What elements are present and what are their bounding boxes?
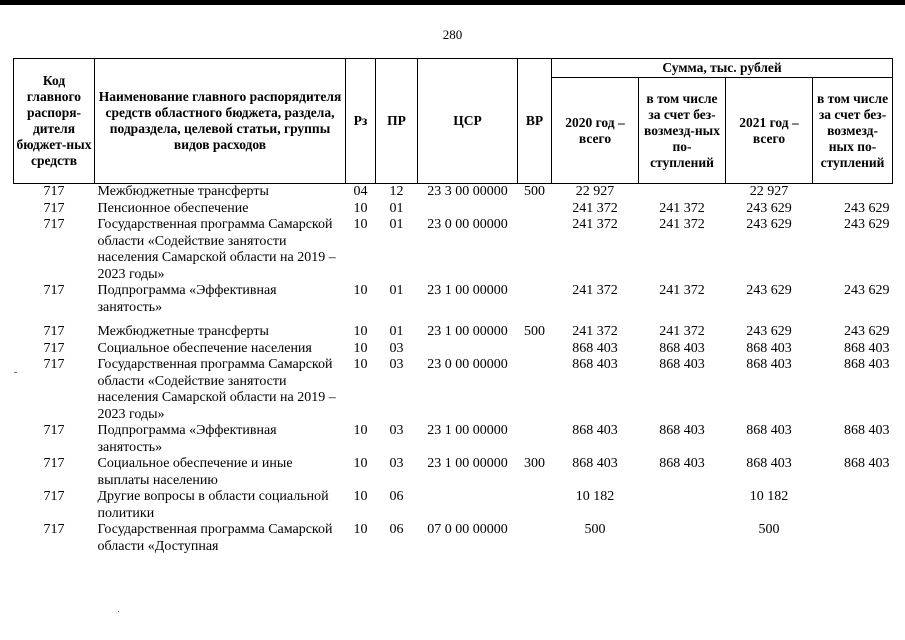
cell-name: Пенсионное обеспечение xyxy=(97,200,249,216)
cell-name: Другие вопросы в области социальной политики xyxy=(97,489,329,521)
cell-pr: 03 xyxy=(389,340,404,356)
cell-2020-total: 868 403 xyxy=(572,340,618,356)
cell-code: 717 xyxy=(43,324,65,339)
cell-2021-total: 243 629 xyxy=(746,200,792,216)
table-row xyxy=(14,316,893,341)
table-row xyxy=(14,217,893,283)
cell-rz: 10 xyxy=(353,522,368,537)
cell-2021-total: 868 403 xyxy=(746,456,792,471)
cell-2020-total: 241 372 xyxy=(572,283,618,298)
cell-code: 717 xyxy=(43,340,65,356)
cell-rz: 10 xyxy=(353,324,368,339)
table-row xyxy=(14,283,893,316)
cell-2020-total: 241 372 xyxy=(572,324,618,339)
cell-code: 717 xyxy=(43,456,65,471)
page-number: 280 xyxy=(442,27,463,42)
cell-csr: 23 0 00 00000 xyxy=(427,357,508,372)
cell-pr: 06 xyxy=(389,489,404,504)
cell-pr: 01 xyxy=(389,200,404,216)
cell-pr: 12 xyxy=(389,184,404,199)
cell-vr: 500 xyxy=(524,184,545,199)
cell-2021-total: 243 629 xyxy=(746,283,792,298)
cell-2021-incl: 868 403 xyxy=(844,357,890,372)
table-body xyxy=(14,184,893,556)
cell-2020-incl: 868 403 xyxy=(659,423,705,438)
cell-code: 717 xyxy=(43,489,65,504)
cell-name: Социальное обеспечение населения xyxy=(97,340,312,356)
cell-2021-incl xyxy=(813,489,893,522)
table-row xyxy=(14,201,893,218)
cell-name: Государственная программа Самарской области «Доступная xyxy=(97,522,333,554)
cell-2021-incl: 868 403 xyxy=(844,423,890,438)
cell-name: Социальное обеспечение и иные выплаты населению xyxy=(97,456,293,488)
cell-2020-total: 22 927 xyxy=(575,184,615,199)
cell-name: Государственная программа Самарской области «Содействие занятости населения Самарской области на 2019 – 2023 годы» xyxy=(97,217,336,282)
cell-2020-incl: 241 372 xyxy=(659,283,705,298)
cell-2021-incl xyxy=(813,184,893,201)
cell-rz: 10 xyxy=(353,456,368,471)
scan-top-border xyxy=(0,0,905,5)
cell-pr: 01 xyxy=(389,217,404,232)
cell-vr xyxy=(518,522,552,555)
cell-2021-total: 10 182 xyxy=(749,489,789,504)
cell-rz: 10 xyxy=(353,200,368,216)
cell-csr xyxy=(418,489,518,522)
cell-2020-incl: 241 372 xyxy=(659,324,705,339)
cell-2021-total: 22 927 xyxy=(749,184,789,199)
cell-code: 717 xyxy=(43,200,65,216)
cell-csr: 23 3 00 00000 xyxy=(427,184,508,199)
cell-2021-incl xyxy=(813,522,893,555)
cell-csr: 23 1 00 00000 xyxy=(427,324,508,339)
cell-code: 717 xyxy=(43,217,65,232)
table-row xyxy=(14,456,893,489)
header-pr: ПР xyxy=(376,59,418,184)
cell-code: 717 xyxy=(43,423,65,438)
cell-2020-incl: 868 403 xyxy=(659,340,705,356)
cell-csr xyxy=(418,201,518,218)
table-row xyxy=(14,184,893,201)
header-sum: Сумма, тыс. рублей xyxy=(552,59,893,78)
cell-2021-incl: 243 629 xyxy=(844,283,890,298)
cell-2021-total: 243 629 xyxy=(746,217,792,232)
cell-2021-incl: 868 403 xyxy=(844,340,890,356)
cell-vr xyxy=(518,341,552,358)
cell-rz: 04 xyxy=(353,184,368,199)
header-rz: Рз xyxy=(346,59,376,184)
cell-2020-total: 241 372 xyxy=(572,217,618,232)
cell-rz: 10 xyxy=(353,283,368,298)
budget-table xyxy=(13,58,893,555)
cell-name: Государственная программа Самарской области «Содействие занятости населения Самарской области на 2019 – 2023 годы» xyxy=(97,357,336,422)
cell-2020-total: 241 372 xyxy=(572,200,618,216)
table-row xyxy=(14,522,893,555)
cell-csr: 23 0 00 00000 xyxy=(427,217,508,232)
cell-code: 717 xyxy=(43,283,65,298)
cell-rz: 10 xyxy=(353,217,368,232)
cell-2021-total: 868 403 xyxy=(746,340,792,356)
cell-vr xyxy=(518,201,552,218)
cell-2020-incl: 241 372 xyxy=(659,217,705,232)
cell-vr: 300 xyxy=(524,456,545,471)
cell-rz: 10 xyxy=(353,489,368,504)
cell-code: 717 xyxy=(43,357,65,372)
table-header xyxy=(14,59,893,184)
cell-2021-incl: 243 629 xyxy=(844,217,890,232)
cell-name: Подпрограмма «Эффективная занятость» xyxy=(97,283,277,315)
table-row xyxy=(14,357,893,423)
cell-csr: 23 1 00 00000 xyxy=(427,423,508,438)
header-name: Наименование главного распорядителя средств областного бюджета, раздела, подраздела, целевой статьи, группы видов расходов xyxy=(95,59,346,184)
cell-pr: 03 xyxy=(389,456,404,471)
header-2021-total: 2021 год – всего xyxy=(726,78,813,184)
cell-2020-total: 868 403 xyxy=(572,423,618,438)
cell-csr xyxy=(418,341,518,358)
cell-2020-total: 10 182 xyxy=(575,489,615,504)
cell-2021-total: 868 403 xyxy=(746,423,792,438)
cell-2021-incl: 243 629 xyxy=(844,200,890,216)
cell-2020-incl xyxy=(639,489,726,522)
cell-vr xyxy=(518,489,552,522)
cell-2021-incl: 243 629 xyxy=(844,324,890,339)
cell-2021-total: 500 xyxy=(758,522,780,537)
cell-2020-total: 500 xyxy=(584,522,606,537)
cell-csr: 07 0 00 00000 xyxy=(427,522,508,537)
cell-2020-incl: 868 403 xyxy=(659,357,705,372)
header-2021-incl: в том числе за счет без-возмезд-ных по-ступлений xyxy=(813,78,893,184)
cell-rz: 10 xyxy=(353,357,368,372)
cell-rz: 10 xyxy=(353,340,368,356)
header-2020-incl: в том числе за счет без-возмезд-ных по-ступлений xyxy=(639,78,726,184)
scan-mark xyxy=(14,372,17,373)
cell-2020-total: 868 403 xyxy=(572,357,618,372)
table-row xyxy=(14,341,893,358)
cell-2020-total: 868 403 xyxy=(572,456,618,471)
cell-2021-total: 868 403 xyxy=(746,357,792,372)
cell-pr: 03 xyxy=(389,423,404,438)
cell-2020-incl xyxy=(639,184,726,201)
cell-2021-incl: 868 403 xyxy=(844,456,890,471)
cell-code: 717 xyxy=(43,184,65,199)
cell-pr: 01 xyxy=(389,283,404,298)
cell-vr xyxy=(518,423,552,456)
header-csr: ЦСР xyxy=(418,59,518,184)
table-row xyxy=(14,489,893,522)
cell-pr: 01 xyxy=(389,324,404,339)
cell-name: Подпрограмма «Эффективная занятость» xyxy=(97,423,277,455)
table-row xyxy=(14,423,893,456)
cell-csr: 23 1 00 00000 xyxy=(427,456,508,471)
cell-vr: 500 xyxy=(524,324,545,339)
cell-2020-incl: 868 403 xyxy=(659,456,705,471)
cell-rz: 10 xyxy=(353,423,368,438)
cell-vr xyxy=(518,357,552,423)
cell-2021-total: 243 629 xyxy=(746,324,792,339)
header-code: Код главного распоря-дителя бюджет-ных средств xyxy=(14,59,95,184)
cell-name: Межбюджетные трансферты xyxy=(97,324,269,339)
header-2020-total: 2020 год – всего xyxy=(552,78,639,184)
cell-pr: 06 xyxy=(389,522,404,537)
cell-2020-incl xyxy=(639,522,726,555)
cell-csr: 23 1 00 00000 xyxy=(427,283,508,298)
cell-2020-incl: 241 372 xyxy=(659,200,705,216)
cell-name: Межбюджетные трансферты xyxy=(97,184,269,199)
cell-code: 717 xyxy=(43,522,65,537)
cell-vr xyxy=(518,283,552,316)
header-vr: ВР xyxy=(518,59,552,184)
scan-dot xyxy=(118,611,119,612)
cell-pr: 03 xyxy=(389,357,404,372)
cell-vr xyxy=(518,217,552,283)
